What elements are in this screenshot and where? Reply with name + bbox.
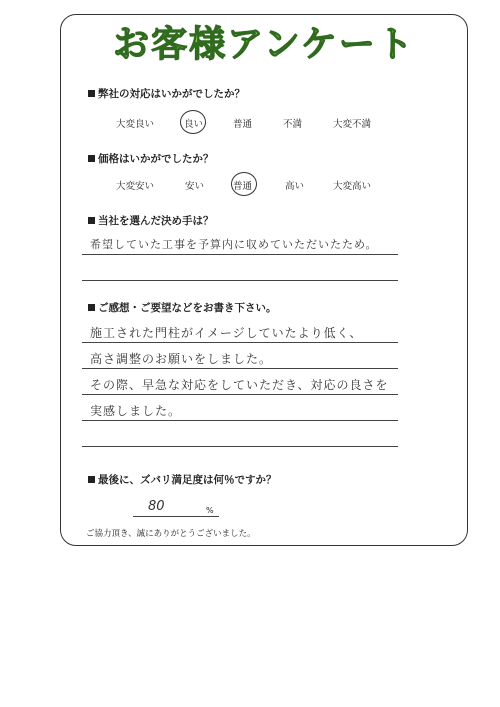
option-very-expensive[interactable]: 大変高い [333,181,372,192]
handwritten-answer-line-3: その際、早急な対応をしていただき、対応の良さを [90,378,389,392]
question-label: 弊社の対応はいかがでしたか？ [98,88,245,100]
square-bullet-icon [88,90,95,97]
question-comments [88,300,277,315]
question-label: ご感想・ご要望などをお書き下さい。 [98,302,277,314]
option-expensive[interactable]: 高い [285,181,305,192]
question-label: 最後に、ズバリ満足度は何％ですか？ [98,474,277,486]
handwritten-answer: 希望していた工事を予算内に収めていただいたため。 [90,238,378,251]
percent-unit: % [206,506,214,515]
question-service [88,86,245,101]
satisfaction-line [133,516,219,517]
answer-line [82,280,398,281]
thank-you-note: ご協力頂き、誠にありがとうございました。 [86,529,256,539]
question-price [88,151,214,166]
option-good[interactable]: 良い [184,119,204,130]
square-bullet-icon [88,217,95,224]
satisfaction-value: 80 [148,499,165,514]
option-very-dissatisfied[interactable]: 大変不満 [333,119,372,130]
square-bullet-icon [88,155,95,162]
answer-line [82,394,398,395]
square-bullet-icon [88,476,95,483]
handwritten-answer-line-1: 施工された門柱がイメージしていたより低く、 [90,326,363,340]
question-satisfaction [88,472,277,487]
option-very-cheap[interactable]: 大変安い [116,181,155,192]
handwritten-answer-line-2: 高さ調整のお願いをしました。 [90,352,273,366]
question-label: 価格はいかがでしたか？ [98,153,214,165]
question-label: 当社を選んだ決め手は？ [98,215,214,227]
answer-line [82,254,398,255]
square-bullet-icon [88,304,95,311]
option-cheap[interactable]: 安い [185,181,205,192]
answer-line [82,446,398,447]
answer-line [82,342,398,343]
question-reason [88,213,214,228]
handwritten-answer-line-4: 実感しました。 [90,404,182,418]
selection-circle [180,110,206,134]
option-very-good[interactable]: 大変良い [116,119,155,130]
answer-line [82,420,398,421]
option-normal[interactable]: 普通 [233,181,253,192]
selection-circle [231,172,257,196]
option-normal[interactable]: 普通 [233,119,253,130]
answer-line [82,368,398,369]
survey-title: お客様アンケート [113,24,415,65]
option-dissatisfied[interactable]: 不満 [283,119,303,130]
